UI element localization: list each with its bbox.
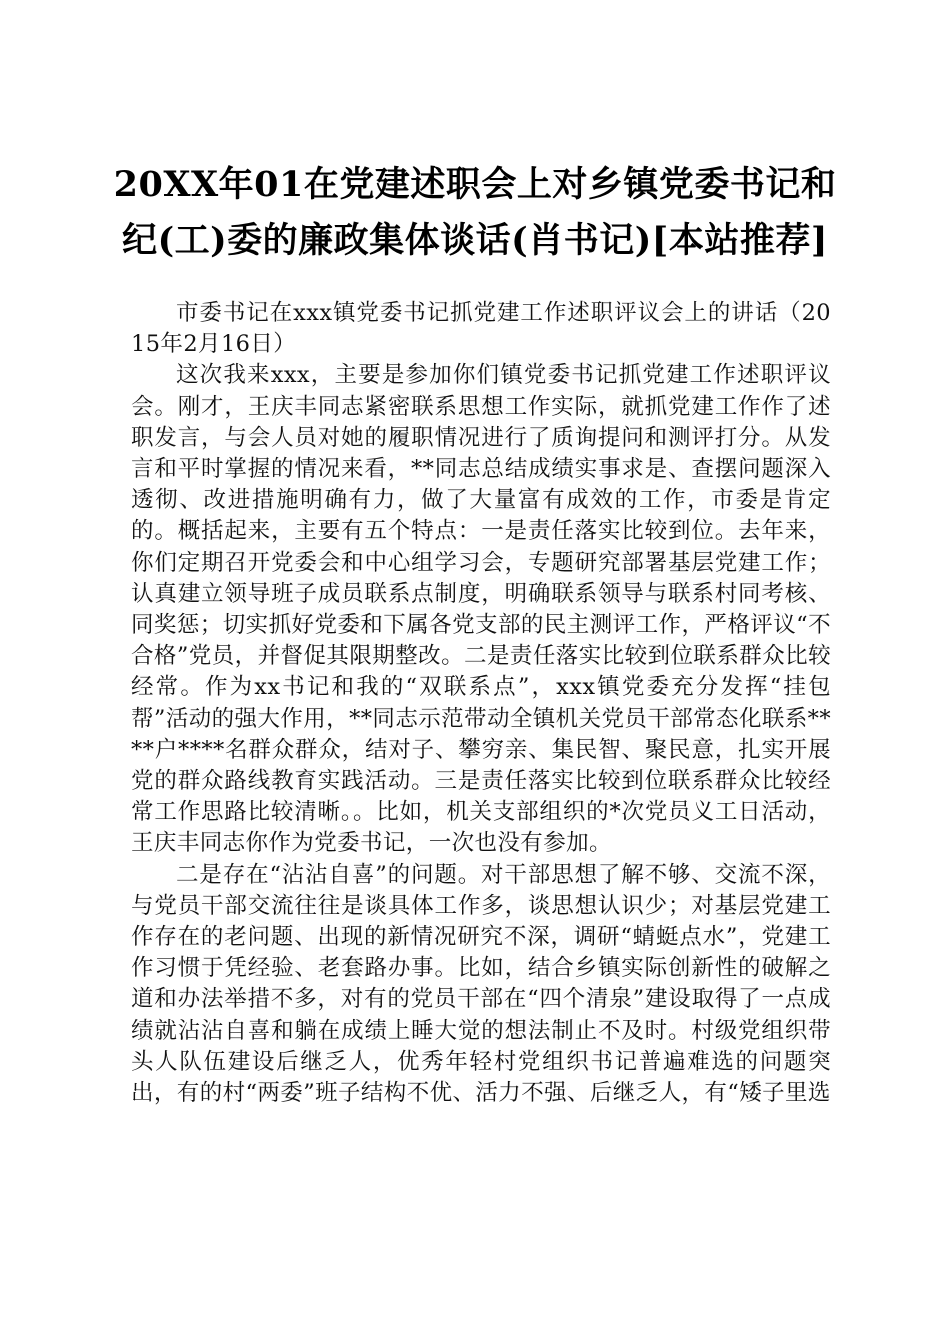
- document-title: [100, 157, 850, 269]
- paragraph-problems: 二是存在“沾沾自喜”的问题。对干部思想了解不够、交流不深，与党员干部交流往往是谈具体工作多，谈思想认识少；对基层党建工作存在的老问题、出现的新情况研究不深，调研“蜻蜓点水”，党建工作习惯于凭经验、老套路办事。比如，结合乡镇实际创新性的破解之道和办法举措不多，对有的党员干部在“四个清泉”建设取得了一点成绩就沾沾自喜和躺在成绩上睡大觉的想法制止不及时。村级党组织带头人队伍建设后继乏人，优秀年轻村党组织书记普遍难选的问题突出，有的村“两委”班子结构不优、活力不强、后继乏人，有“矮子里选: [131, 861, 831, 1107]
- document-body: [131, 298, 831, 1109]
- title-line-1: 20XX年01在党建述职会上对乡镇党委书记和: [113, 164, 837, 205]
- title-line-2: 纪(工)委的廉政集体谈话(肖书记)[本站推荐]: [122, 220, 828, 261]
- paragraph-main: 这次我来xxx，主要是参加你们镇党委书记抓党建工作述职评议会。刚才，王庆丰同志紧密联系思想工作实际，就抓党建工作作了述职发言，与会人员对她的履职情况进行了质询提问和测评打分。从发言和平时掌握的情况来看，**同志总结成绩实事求是、查摆问题深入透彻、改进措施明确有力，做了大量富有成效的工作，市委是肯定的。概括起来，主要有五个特点：一是责任落实比较到位。去年来，你们定期召开党委会和中心组学习会，专题研究部署基层党建工作；认真建立领导班子成员联系点制度，明确联系领导与联系村同考核、同奖惩；切实抓好党委和下属各党支部的民主测评工作，严格评议“不合格”党员，并督促其限期整改。二是责任落实比较到位联系群众比较经常。作为xx书记和我的“双联系点”，xxx镇党委充分发挥“挂包帮”活动的强大作用，**同志示范带动全镇机关党员干部常态化联系****户****名群众群众，结对子、攀穷亲、集民智、聚民意，扎实开展党的群众路线教育实践活动。三是责任落实比较到位联系群众比较经常工作思路比较清晰。。比如，机关支部组织的*次党员义工日活动，王庆丰同志你作为党委书记，一次也没有参加。: [131, 362, 831, 857]
- paragraph-intro: 市委书记在xxx镇党委书记抓党建工作述职评议会上的讲话（2015年2月16日）: [131, 300, 831, 358]
